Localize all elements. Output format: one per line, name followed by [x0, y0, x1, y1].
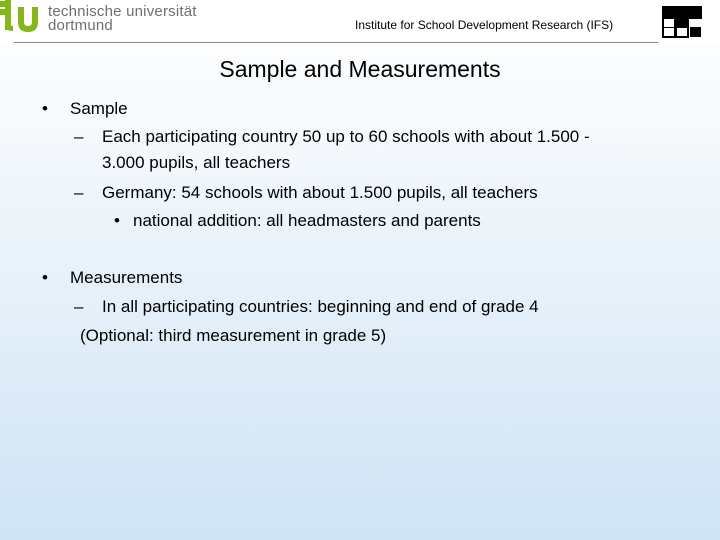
logo-text-line2: dortmund [48, 17, 113, 34]
measurements-heading: Measurements [70, 268, 183, 287]
dash-marker: – [74, 297, 84, 316]
tu-logo-mark [0, 0, 46, 40]
tu-dortmund-logo [0, 0, 220, 44]
slide-title: Sample and Measurements [219, 56, 501, 82]
bullet-marker: • [114, 211, 120, 230]
sample-item-1-line-2: 3.000 pupils, all teachers [102, 153, 291, 172]
measurements-item-2: (Optional: third measurement in grade 5) [80, 326, 387, 345]
sample-item-1-line-1: Each participating country 50 up to 60 schools with about 1.500 - [102, 127, 590, 146]
dash-marker: – [74, 127, 84, 146]
sample-heading: Sample [70, 99, 128, 118]
logo-text-line1: technische universität [48, 3, 197, 20]
bullet-marker: • [42, 268, 48, 287]
sample-subitem: national addition: all headmasters and parents [133, 211, 481, 230]
ifs-logo [662, 6, 702, 38]
institute-name: Institute for School Development Research (IFS) [355, 18, 614, 32]
bullet-marker: • [42, 99, 48, 118]
sample-item-2: Germany: 54 schools with about 1.500 pupils, all teachers [102, 183, 538, 202]
header-divider [14, 42, 658, 43]
dash-marker: – [74, 183, 84, 202]
measurements-item-1: In all participating countries: beginning and end of grade 4 [102, 297, 539, 316]
